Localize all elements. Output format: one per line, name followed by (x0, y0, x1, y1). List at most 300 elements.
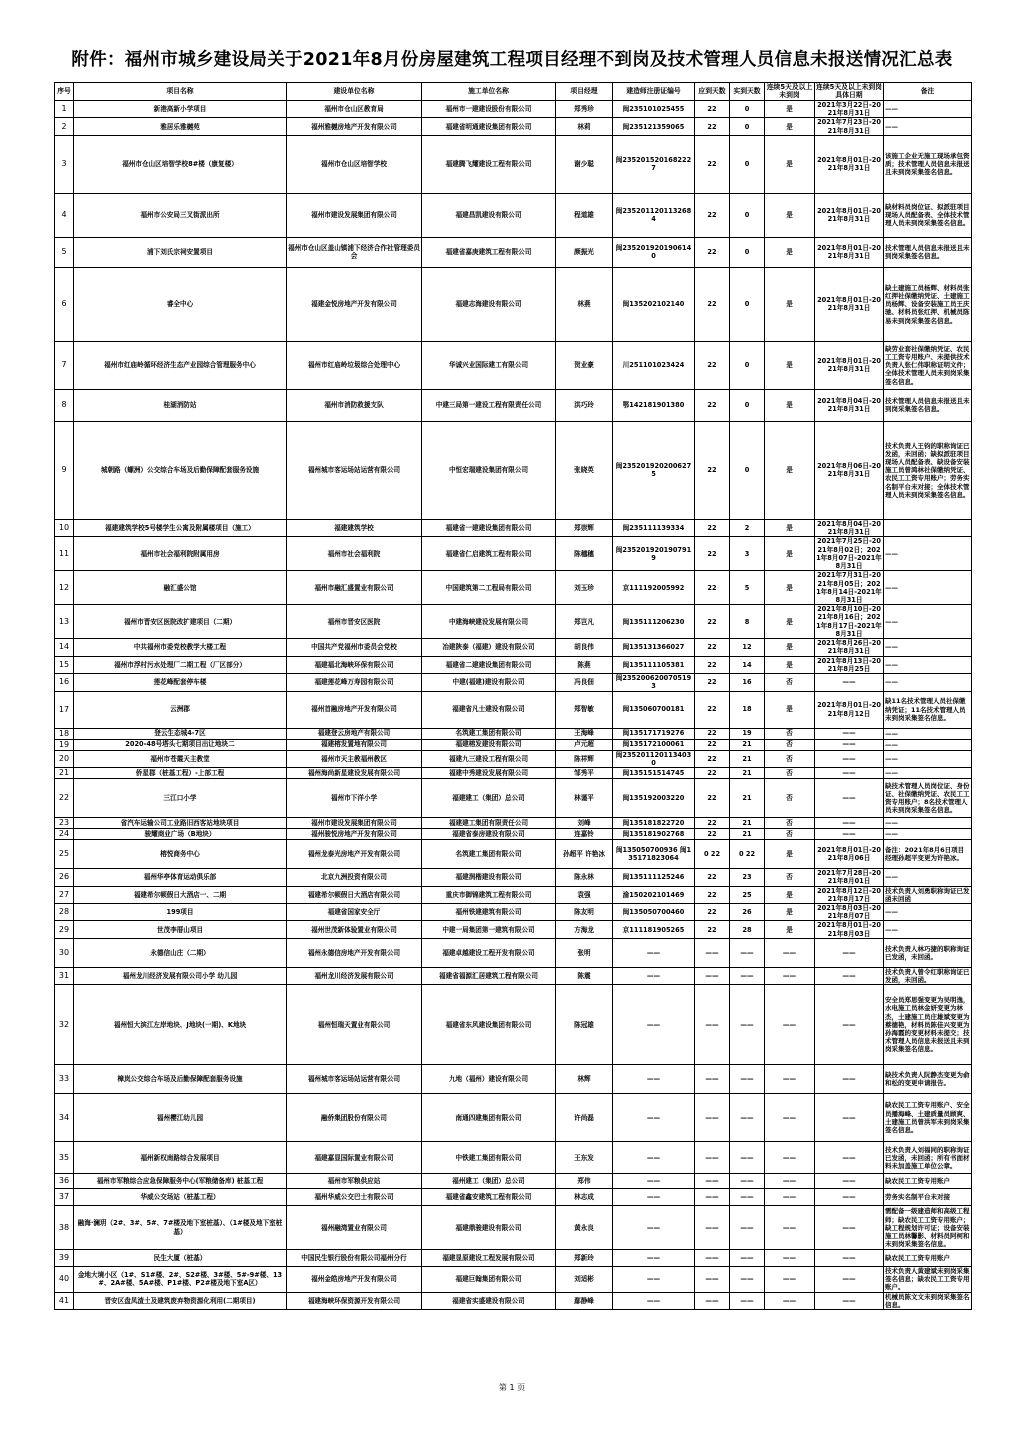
table-row (55, 1174, 972, 1189)
required-days: —— (695, 985, 730, 1065)
required-days: 22 (695, 605, 730, 639)
remarks: —— (884, 921, 972, 938)
table-row (55, 818, 972, 829)
actual-days: —— (730, 985, 765, 1065)
actual-days: 0 (730, 118, 765, 135)
owner-name: 福州市建设发展集团有限公司 (287, 818, 422, 829)
actual-days: 2 (730, 519, 765, 536)
required-days: 22 (695, 421, 730, 519)
table-row (55, 1250, 972, 1267)
absent-flag: —— (765, 1189, 815, 1206)
remarks: 缺农民工工资专用账户 (884, 1250, 972, 1267)
contractor-name: 福建省鑫安建筑工程有限公司 (422, 1189, 556, 1206)
project-name: 融汇盛公馆 (74, 571, 287, 605)
required-days: 22 (695, 829, 730, 840)
actual-days: 21 (730, 829, 765, 840)
table-row (55, 886, 972, 903)
required-days: —— (695, 1065, 730, 1094)
owner-name: 福州市下洋小学 (287, 779, 422, 818)
project-manager: 刘峰 (556, 818, 613, 829)
required-days: 22 (695, 100, 730, 117)
project-manager: 陈冠雄 (556, 985, 613, 1065)
row-index: 8 (55, 389, 74, 421)
row-index: 20 (55, 750, 74, 767)
contractor-name: 福建省嘉庚建筑工程有限公司 (422, 237, 556, 267)
cert-number: —— (613, 1174, 695, 1189)
remarks: 机械员陈文文未到岗采集签名信息。 (885, 1292, 970, 1309)
required-days: 22 (695, 886, 730, 903)
actual-days: 19 (730, 728, 765, 739)
contractor-name: 福建省实盛建设有限公司 (422, 1292, 556, 1309)
contractor-name: 福建省东风建设集团有限公司 (422, 985, 556, 1065)
table-row (55, 519, 972, 536)
contractor-name: 福建省明通建设集团有限公司 (422, 118, 556, 135)
remarks: —— (884, 674, 972, 691)
absent-dates: 2021年8月06日-2021年8月31日 (815, 421, 884, 519)
absent-flag: 是 (765, 341, 815, 389)
absent-flag: 否 (765, 869, 815, 886)
contractor-name: 福建昌凯建设有限公司 (422, 193, 556, 237)
required-days: 22 (695, 921, 730, 938)
absent-dates: —— (815, 768, 884, 779)
owner-name: 福州市消防救援支队 (287, 389, 422, 421)
row-index: 1 (55, 100, 74, 117)
owner-name: 福州金皓房地产开发有限公司 (287, 1267, 422, 1292)
cert-number: 闽2352011201132684 (613, 193, 695, 237)
owner-name: 福州恒瑞天置业有限公司 (287, 985, 422, 1065)
cert-number: 闽135172100061 (613, 739, 695, 750)
required-days: —— (695, 1292, 730, 1309)
remarks: 该施工企业无施工现场承包资质；技术管理人员信息未报送且未到岗采集签名信息。 (884, 135, 972, 193)
contractor-name: 华诚兴业国际建工有限公司 (422, 341, 556, 389)
absent-flag: 是 (765, 840, 815, 869)
project-manager: 王东发 (556, 1142, 613, 1174)
remarks: —— (884, 768, 972, 779)
cert-number: 京111192005992 (613, 571, 695, 605)
actual-days: 21 (730, 779, 765, 818)
owner-name: 福州融湾置业有限公司 (287, 1206, 422, 1250)
cert-number: 鄂142181901380 (613, 389, 695, 421)
remarks: 技术负责人王钧的职称询证已发函，未回函；缺拟派驻项目现场人员配备表、缺设备安装施工员曾鸿林社保缴纳凭证、农民工工资专用账户；劳务实名制平台未对接；全体技术管理人员未到岗采集签名信息。 (884, 421, 972, 519)
table-row (55, 1292, 972, 1309)
required-days: 22 (695, 750, 730, 767)
absent-dates: —— (815, 1142, 884, 1174)
project-manager: 程道雄 (556, 193, 613, 237)
remarks: —— (884, 904, 972, 921)
cert-number: 闽135111125246 (613, 869, 695, 886)
owner-name: 中国民生银行股份有限公司福州分行 (287, 1250, 422, 1267)
actual-days: 0 (730, 135, 765, 193)
required-days: 22 (695, 193, 730, 237)
absent-flag: 否 (765, 674, 815, 691)
project-manager: 洪巧玲 (556, 389, 613, 421)
col-required-days-header: 应到天数 (695, 83, 730, 101)
table-row (55, 739, 972, 750)
cert-number: —— (613, 1094, 695, 1142)
table-body (55, 100, 972, 1309)
cert-number: 京111181905265 (613, 921, 695, 938)
actual-days: —— (730, 1206, 765, 1250)
cert-number: 川251101023424 (613, 341, 695, 389)
contractor-name: 中建海峡建设发展有限公司 (422, 605, 556, 639)
required-days: 22 (695, 237, 730, 267)
cert-number: 闽2352006200705193 (613, 674, 695, 691)
project-name: 世茂李厝山项目 (74, 921, 287, 938)
required-days: 22 (695, 674, 730, 691)
actual-days: —— (730, 1189, 765, 1206)
cert-number: —— (613, 1250, 695, 1267)
contractor-name: 福建建工集团有限责任公司 (422, 818, 556, 829)
contractor-name: 福建省凡士建设有限公司 (422, 691, 556, 728)
actual-days: 21 (730, 768, 765, 779)
project-name: 民生大厦（桩基） (74, 1250, 287, 1267)
table-row (55, 1065, 972, 1094)
absent-flag: —— (765, 1142, 815, 1174)
actual-days: —— (730, 1065, 765, 1094)
absent-dates: —— (815, 1292, 884, 1309)
absent-dates: —— (815, 1206, 884, 1250)
col-project-name-header: 项目名称 (74, 83, 287, 101)
project-name: 福州市红庙岭循环经济生态产业园综合管理服务中心 (74, 341, 287, 389)
owner-name: 福建希尔顿假日大酒店有限公司 (287, 886, 422, 903)
absent-dates: —— (815, 779, 884, 818)
absent-dates: —— (815, 818, 884, 829)
row-index: 28 (55, 904, 74, 921)
row-index: 33 (55, 1065, 74, 1094)
absent-dates: 2021年8月01日-2021年8月31日 (815, 341, 884, 389)
project-manager: 刘适彬 (556, 1267, 613, 1292)
row-index: 16 (55, 674, 74, 691)
project-manager: 谢少聪 (556, 135, 613, 193)
project-name: 浦下刘氏宗祠安置项目 (74, 237, 287, 267)
project-name: 福建希尔顿假日大酒店一、二期 (74, 886, 287, 903)
absent-dates: 2021年8月10日-2021年8月16日；2021年8月17日-2021年8月31日 (816, 605, 882, 638)
actual-days: —— (730, 1094, 765, 1142)
project-name: 永德信山庄（二期） (74, 938, 287, 967)
remarks: —— (884, 605, 972, 639)
contractor-name: 福建中秀建设发展有限公司 (422, 768, 556, 779)
contractor-name: 福建润楷建设有限公司 (422, 869, 556, 886)
absent-dates: —— (815, 985, 884, 1065)
project-manager: 张明 (556, 938, 613, 967)
absent-flag: 是 (765, 656, 815, 673)
contractor-name: 九地（福州）建设有限公司 (422, 1065, 556, 1094)
cert-number: 闽135111206230 (613, 605, 695, 639)
absent-dates: —— (815, 1065, 884, 1094)
required-days: —— (695, 1094, 730, 1142)
absent-dates: 2021年8月26日-2021年8月31日 (815, 639, 884, 656)
table-row (55, 389, 972, 421)
cert-number: 闽135131366027 (613, 639, 695, 656)
actual-days: 21 (730, 739, 765, 750)
row-index: 26 (55, 869, 74, 886)
absent-dates: 2021年8月01日-2021年8月12日 (815, 691, 884, 728)
actual-days: 25 (730, 886, 765, 903)
absent-flag: 是 (765, 237, 815, 267)
required-days: 22 (695, 739, 730, 750)
remarks: 缺劳业套社保缴纳凭证、农民工工资专用账户、未提供技术负责人张仁伟职称证明文件；全体技术管理人员未到岗采集签名信息。 (884, 341, 972, 389)
contractor-name: 中铁建工集团有限公司 (422, 1142, 556, 1174)
required-days: 22 (695, 389, 730, 421)
row-index: 19 (55, 739, 74, 750)
project-manager: 颜振光 (556, 237, 613, 267)
project-name: 桂湖消防站 (74, 389, 287, 421)
project-name: 福州龙川经济发展有限公司小学 幼儿园 (74, 967, 287, 984)
row-index: 30 (55, 938, 74, 967)
absent-dates: 2021年7月25日-2021年8月02日；2021年8月07日-2021年8月31日 (816, 537, 882, 571)
project-name: 融海·澜玥（2#、3#、5#、7#楼及地下室桩基）、（1#楼及地下室桩基） (74, 1206, 287, 1250)
cert-number: 闽135181822720 (613, 818, 695, 829)
owner-name: 福州市仓山区盖山镇浦下经济合作社管理委员会 (287, 237, 422, 267)
row-index: 3 (55, 135, 74, 193)
col-contractor-header: 施工单位名称 (422, 83, 556, 101)
page-footer: 第 1 页 (498, 1383, 526, 1392)
absent-dates: 2021年8月01日-2021年8月06日 (815, 840, 884, 869)
table-row (55, 967, 972, 984)
project-name: 福建建筑学校5号楼学生公寓及附属楼项目（施工） (74, 519, 287, 536)
cert-number: —— (613, 1189, 695, 1206)
cert-number: —— (613, 1206, 695, 1250)
table-row (55, 750, 972, 767)
absent-flag: 否 (765, 818, 815, 829)
table-row (55, 985, 972, 1065)
absent-dates: —— (815, 1174, 884, 1189)
table-row (55, 135, 972, 193)
cert-number: 闽135050700460 (613, 904, 695, 921)
owner-name: 福建建筑学校 (287, 519, 422, 536)
project-manager: 郑伟 (556, 1174, 613, 1189)
owner-name: 福州市红庙岭垃圾综合处理中心 (287, 341, 422, 389)
absent-dates: —— (815, 967, 884, 984)
owner-name: 福州市天主教福州教区 (287, 750, 422, 767)
owner-name: 福州市仓山区教育局 (287, 100, 422, 117)
table-row (55, 1267, 972, 1292)
project-name: 福州市公安局三叉街派出所 (74, 193, 287, 237)
absent-flag: —— (765, 938, 815, 967)
col-actual-days-header: 实到天数 (730, 83, 765, 101)
project-manager: 连嘉铃 (556, 829, 613, 840)
absent-dates: —— (815, 728, 884, 739)
required-days: 22 (695, 768, 730, 779)
row-index: 17 (55, 691, 74, 728)
table-row (55, 674, 972, 691)
absent-flag: —— (765, 1094, 815, 1142)
row-index: 31 (55, 967, 74, 984)
absent-flag: 是 (765, 389, 815, 421)
actual-days: —— (730, 1250, 765, 1267)
absent-flag: 是 (765, 639, 815, 656)
absent-dates: 2021年8月13日-2021年8月25日 (815, 656, 884, 673)
project-manager: 孙超平 许艳冰 (556, 840, 613, 869)
absent-flag: 是 (765, 267, 815, 341)
owner-name: 福州市晋安区医院 (287, 605, 422, 639)
remarks: 技术负责人黄建斌未到岗采集签名信息；缺农民工工资专用账户。 (885, 1267, 970, 1292)
absent-dates: 2021年8月01日-2021年8月31日 (815, 135, 884, 193)
project-manager: 郑秀珍 (556, 100, 613, 117)
actual-days: —— (730, 967, 765, 984)
owner-name: 福建海峡环保资源开发有限公司 (287, 1292, 422, 1309)
remarks: 安全员郑思强变更为吴明逸，水电施工员林金妍变更为林杰，土建施工员庄雄斌变更为蔡德艳，材料员陈佳兴变更为孙海霞的变更材料未提交；技术管理人员信息未报送且未到岗采集签名信息。 (884, 985, 972, 1065)
project-name: 福州恒大滨江左岸地块、J地块(一期)、K地块 (74, 985, 287, 1065)
project-name: 福州华亭体育运动俱乐部 (74, 869, 287, 886)
row-index: 21 (55, 768, 74, 779)
cert-number: 闽135181902768 (613, 829, 695, 840)
absent-flag: —— (765, 985, 815, 1065)
remarks (884, 519, 972, 536)
absent-dates: 2021年8月12日-2021年8月17日 (815, 886, 884, 903)
contractor-name: 福州建工（集团）总公司 (422, 1174, 556, 1189)
absent-flag: 是 (765, 421, 815, 519)
table-row (55, 656, 972, 673)
row-index: 37 (55, 1189, 74, 1206)
project-name: 福州樱江幼儿园 (74, 1094, 287, 1142)
project-manager: 黄永良 (556, 1206, 613, 1250)
col-manager-header: 项目经理 (556, 83, 613, 101)
actual-days: 0 (730, 389, 765, 421)
actual-days: —— (730, 1174, 765, 1189)
owner-name: 福建莲花峰万寿园有限公司 (287, 674, 422, 691)
project-name: 省汽车运输公司工业路旧西客站地块项目 (74, 818, 287, 829)
col-index-header: 序号 (55, 83, 74, 101)
cert-number: 闽235121359065 (613, 118, 695, 135)
project-manager: 袁强 (556, 886, 613, 903)
required-days: —— (695, 1189, 730, 1206)
table-row (55, 639, 972, 656)
remarks: —— (884, 869, 972, 886)
remarks: 技术管理人员信息未报送且未到岗采集签名信息。 (884, 389, 972, 421)
absent-dates: —— (815, 829, 884, 840)
absent-dates: —— (815, 750, 884, 767)
project-manager: 刘玉珍 (556, 571, 613, 605)
owner-name: 福建福北海峡环保有限公司 (287, 656, 422, 673)
absent-dates: —— (815, 1267, 884, 1292)
contractor-name: 冶建陕泰（福建）建设有限公司 (422, 639, 556, 656)
cert-number: —— (613, 938, 695, 967)
row-index: 14 (55, 639, 74, 656)
contractor-name: 福建省仁启建筑工程有限公司 (422, 537, 556, 571)
cert-number: —— (613, 1142, 695, 1174)
row-index: 22 (55, 779, 74, 818)
required-days: 22 (695, 135, 730, 193)
project-manager: 许尚磊 (556, 1094, 613, 1142)
table-row (55, 938, 972, 967)
table-row (55, 118, 972, 135)
table-row (55, 267, 972, 341)
required-days: 22 (695, 267, 730, 341)
required-days: 22 (695, 639, 730, 656)
project-name: 2020-48号塔头七期项目出让地块二 (74, 739, 287, 750)
required-days: 22 (695, 779, 730, 818)
row-index: 35 (55, 1142, 74, 1174)
remarks: —— (884, 818, 972, 829)
absent-dates: 2021年7月28日-2021年8月01日 (815, 869, 884, 886)
row-index: 29 (55, 921, 74, 938)
contractor-name: 福建建工（集团）总公司 (422, 779, 556, 818)
table-row (55, 421, 972, 519)
project-name: 中共福州市委党校教学大楼工程 (74, 639, 287, 656)
cert-number: 闽135151514745 (613, 768, 695, 779)
required-days: 22 (695, 869, 730, 886)
absent-flag: 是 (765, 921, 815, 938)
absent-flag: —— (765, 1267, 815, 1292)
project-name: 福州新权南路综合发展项目 (74, 1142, 287, 1174)
absent-flag: 是 (765, 100, 815, 117)
required-days: 22 (695, 571, 730, 605)
absent-dates: 2021年8月04日-2021年8月31日 (815, 389, 884, 421)
remarks: 缺农民工工资专用账户 (884, 1174, 972, 1189)
contractor-name: 福建腾飞耀建设工程有限公司 (422, 135, 556, 193)
remarks: 缺技术管理人员岗位证、身份证、社保缴纳凭证、农民工工资专用账户；8名技术管理人员未到岗采集签名信息。 (884, 779, 972, 818)
absent-dates: 2021年8月01日-2021年8月31日 (815, 237, 884, 267)
project-name: 云洲郡 (74, 691, 287, 728)
absent-dates: —— (815, 938, 884, 967)
owner-name: 福州世茂新体验置业有限公司 (287, 921, 422, 938)
absent-dates: —— (815, 739, 884, 750)
actual-days: 14 (730, 656, 765, 673)
owner-name: 福建金悦房地产开发有限公司 (287, 267, 422, 341)
absent-flag: 是 (765, 904, 815, 921)
absent-dates: 2021年8月04日-2021年8月31日 (815, 519, 884, 536)
absent-flag: 是 (765, 519, 815, 536)
project-manager: 邹秀平 (556, 768, 613, 779)
table-row (55, 100, 972, 117)
remarks: 缺土建施工员杨辉、材料员张红押社保缴纳凭证、土建施工员杨辉、设备安装施工员王庆驰、材料员张红押、机械员陈易未到岗采集签名信息。 (884, 267, 972, 341)
project-name: 登云生态城4-7区 (74, 728, 287, 739)
contractor-name: 中恒宏瑞建设集团有限公司 (422, 421, 556, 519)
remarks: —— (884, 100, 972, 117)
absent-flag: 是 (765, 537, 815, 571)
project-name: 三江口小学 (74, 779, 287, 818)
table-row (55, 1142, 972, 1174)
table-row (55, 728, 972, 739)
required-days: 22 (695, 341, 730, 389)
owner-name: 福州雅樾房地产开发有限公司 (287, 118, 422, 135)
actual-days: 0 (730, 267, 765, 341)
owner-name: 福州龙川经济发展有限公司 (287, 967, 422, 984)
actual-days: 26 (730, 904, 765, 921)
owner-name: 福州市社会福利院 (287, 537, 422, 571)
row-index: 32 (55, 985, 74, 1065)
row-index: 13 (55, 605, 74, 639)
absent-flag: 是 (765, 571, 815, 605)
row-index: 6 (55, 267, 74, 341)
row-index: 24 (55, 829, 74, 840)
absent-flag: —— (765, 1174, 815, 1189)
project-manager: 陈祥辉 (556, 750, 613, 767)
remarks: —— (884, 571, 972, 605)
remarks: —— (884, 118, 972, 135)
remarks: 缺材料员岗位证、拟派驻项目现场人员配备表、全体技术管理人员未到岗采集签名信息。 (884, 193, 972, 237)
cert-number: 闽2352019201906140 (613, 237, 695, 267)
cert-number: 渝150202101469 (613, 886, 695, 903)
actual-days: 21 (730, 818, 765, 829)
actual-days: 12 (730, 639, 765, 656)
row-index: 40 (55, 1267, 74, 1292)
required-days: 22 (695, 904, 730, 921)
project-name: 雅居乐雅樾苑 (74, 118, 287, 135)
remarks: 劳务实名制平台未对接 (884, 1189, 972, 1206)
row-index: 39 (55, 1250, 74, 1267)
row-index: 18 (55, 728, 74, 739)
cert-number: 闽2352019202006275 (613, 421, 695, 519)
contractor-name: 福建省二建建设集团有限公司 (422, 656, 556, 673)
cert-number: 闽2352015201682227 (613, 135, 695, 193)
contractor-name: 福州市一建建设股份有限公司 (422, 100, 556, 117)
required-days: —— (695, 1142, 730, 1174)
contractor-name: 重庆市御锦建筑工程有限公司 (422, 886, 556, 903)
project-name: 城朝路（螺洲）公交综合车场及后勤保障配套服务设施 (74, 421, 287, 519)
project-manager: 胡良伟 (556, 639, 613, 656)
